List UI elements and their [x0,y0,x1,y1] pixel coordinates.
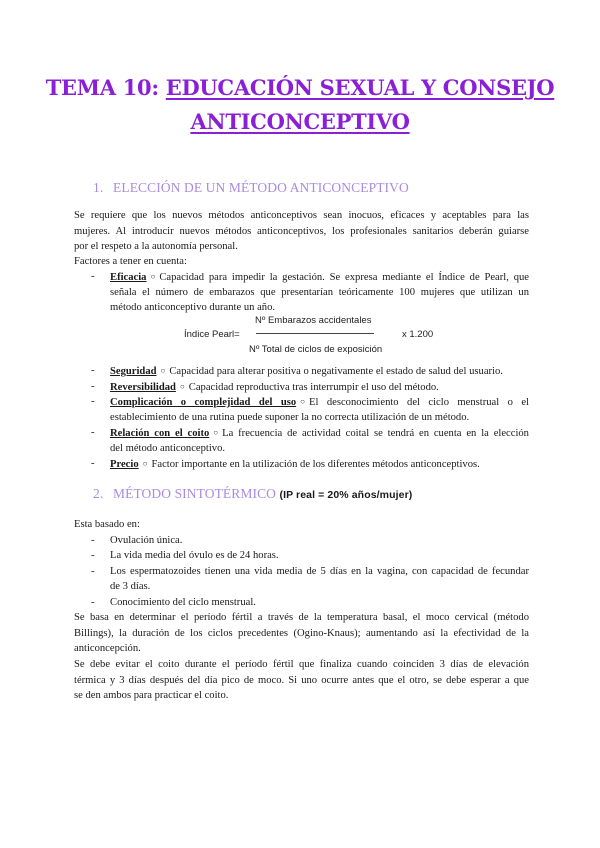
circle-icon: ○ [160,366,166,375]
bullet-dash: - [91,458,95,469]
factor-text: La frecuencia de actividad coital se tendrá en cuenta en la elección [222,428,529,439]
factor-term: Complicación o complejidad del uso [110,397,297,408]
factor-item-complicacion [74,394,529,411]
factor-item-eficacia [74,269,529,286]
factor-item-relacion-line-2: del método anticonceptivo. [110,442,226,454]
factor-text: Capacidad para impedir la gestación. Se expresa mediante el Índice de Pearl, que [159,272,529,283]
bullet-dash: - [91,565,95,577]
formula-numerator: Nº Embarazos accidentales [255,315,372,326]
bullet-dash: - [91,365,95,376]
page-title-line-2 [40,106,560,138]
basis-item: - Ovulación única. [74,533,529,549]
bullet-dash: - [91,427,95,438]
factor-term: Eficacia [110,272,147,283]
factor-item-precio [74,456,529,473]
circle-icon: ○ [150,272,156,281]
para-2-line-3: se den ambos para practicar el coito. [74,690,229,701]
factor-item-complicacion-line-2: establecimiento de una rutina puede suponer la no correcta utilización de un método. [110,411,470,423]
section-2-subheading: (IP real = 20% años/mujer) [279,489,413,501]
para-1-line-2: Billings), la duración de los ciclos precedentes (Ogino-Knaus); aumentando así la efectividad de la [74,627,529,639]
factor-term: Relación con el coito [110,428,210,439]
section-1-heading [93,180,409,196]
factor-term: Reversibilidad [110,381,176,393]
section-1-title: ELECCIÓN DE UN MÉTODO ANTICONCEPTIVO [113,180,409,195]
intro-line-3: por el respeto a la autonomía personal. [74,241,238,252]
bullet-dash: - [91,596,95,608]
formula-fraction-bar [256,333,374,334]
factor-item-seguridad [74,363,529,380]
circle-icon: ○ [142,459,148,468]
section-2-number: 2. [93,486,104,501]
basis-item: - La vida media del óvulo es de 24 horas. [74,548,529,564]
basis-item-continuation: de 3 días. [110,581,151,592]
section-2-title: MÉTODO SINTOTÉRMICO [113,486,277,501]
title-underlined-1: EDUCACIÓN SEXUAL Y CONSEJO [165,75,555,100]
factor-text: Factor importante en la utilización de los diferentes métodos anticonceptivos. [151,459,480,470]
formula-lhs: Índice Pearl= [184,329,240,340]
intro-line-2: mujeres. Al introducir nuevos métodos anticonceptivos, los profesionales sanitarios deberán guiarse [74,225,529,237]
formula-factor: x 1.200 [402,329,434,340]
page-title-line-1 [40,72,560,104]
section-1-number: 1. [93,180,104,195]
para-2-line-2: térmica y 3 días después del día pico de moco. Si uno ocurre antes que el otro, se debe esperar a que [74,674,529,686]
para-1-line-1: Se basa en determinar el período fértil a través de la temperatura basal, el moco cervical (método [74,612,529,623]
circle-icon: ○ [300,397,305,406]
factor-term: Seguridad [110,366,157,377]
circle-icon: ○ [213,428,219,437]
formula-denominator: Nº Total de ciclos de exposición [249,344,383,355]
title-prefix: TEMA 10: [45,75,166,100]
section-2-heading [93,486,412,502]
title-underlined-2: ANTICONCEPTIVO [190,109,410,134]
bullet-dash: - [91,380,95,392]
factor-item-eficacia-line-2: señala el número de embarazos que presentarían teóricamente 100 mujeres que utilizan un [110,286,529,298]
circle-icon: ○ [179,381,185,391]
para-1-line-3: anticoncepción. [74,643,141,654]
factor-term: Precio [110,459,139,470]
factor-text: Capacidad reproductiva tras interrumpir el uso del método. [188,381,439,393]
intro-line-1: Se requiere que los nuevos métodos anticonceptivos sean inocuos, eficaces y aceptables para las [74,210,529,221]
based-on-label: Esta basado en: [74,519,140,530]
bullet-dash: - [91,550,95,561]
factors-label: Factores a tener en cuenta: [74,256,187,267]
factor-item-reversibilidad [74,379,529,396]
factor-item-relacion [74,425,529,442]
factor-text: El desconocimiento del ciclo menstrual o el [308,397,529,408]
bullet-dash: - [91,534,95,546]
basis-item: - Los espermatozoides tienen una vida media de 5 días en la vagina, con capacidad de fecundar [74,564,529,580]
factor-text: Capacidad para alterar positiva o negativamente el estado de salud del usuario. [169,366,503,377]
bullet-dash: - [91,396,95,407]
factor-item-eficacia-line-3: método anticonceptivo durante un año. [110,302,276,313]
para-2-line-1: Se debe evitar el coito durante el período fértil que finaliza cuando coinciden 3 días de elevación [74,659,529,670]
basis-item: - Conocimiento del ciclo menstrual. [74,595,529,611]
bullet-dash: - [91,271,95,282]
